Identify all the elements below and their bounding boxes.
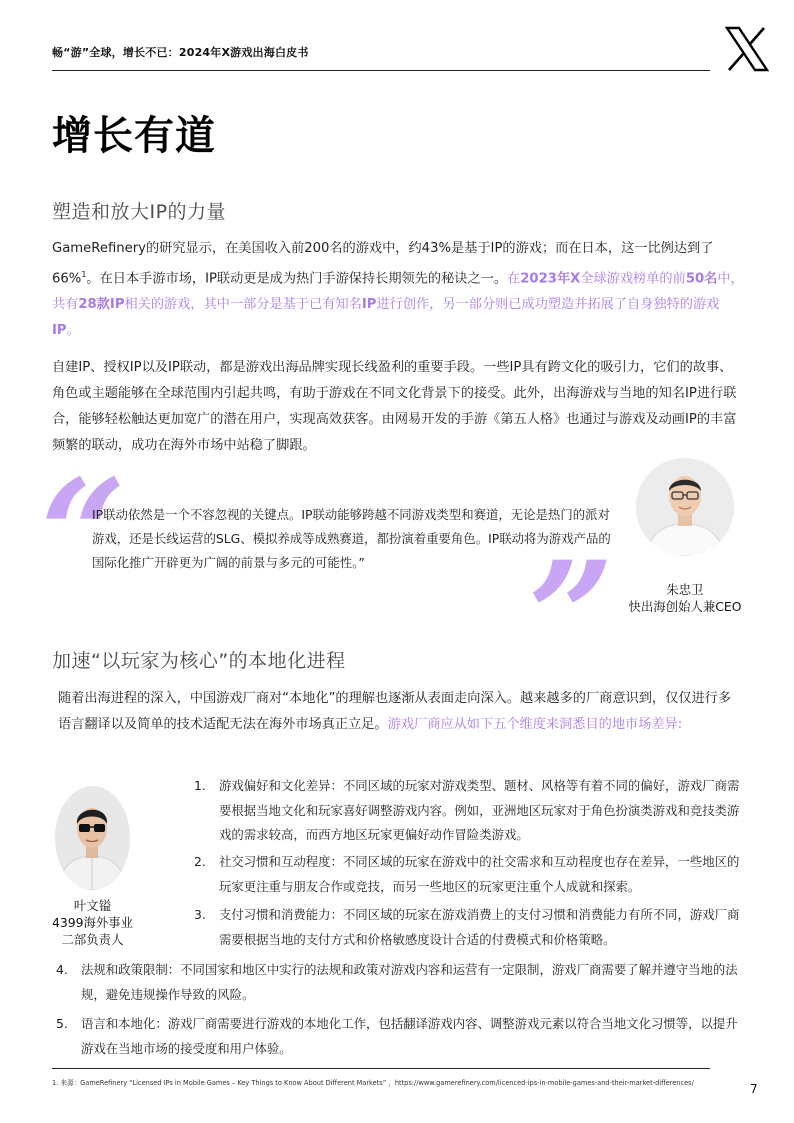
list-number: 1. [194, 778, 206, 793]
intro-highlight: 游戏厂商应从如下五个维度来洞悉目的地市场差异: [387, 717, 683, 732]
list-item [194, 774, 744, 848]
close-quote-mark: ” [528, 529, 615, 705]
list-item-text: 语言和本地化：游戏厂商需要进行游戏的本地化工作，包括翻译游戏内容、调整游戏元素以符合当地文化习惯等，以提升游戏在当地市场的接受度和用户体验。 [81, 1016, 738, 1056]
highlight-text: 在 [507, 271, 521, 287]
highlight-text: 全球游戏榜单的前 [580, 271, 686, 287]
list-number: 3. [194, 907, 206, 922]
document-header-title: 畅“游”全球，增长不已：2024年X游戏出海白皮书 [52, 46, 309, 59]
section-heading-ip: 塑造和放大IP的力量 [52, 201, 227, 223]
list-item-text: 游戏偏好和文化差异：不同区域的玩家对游戏类型、题材、风格等有着不同的偏好，游戏厂商需要根据当地文化和玩家喜好调整游戏内容。例如，亚洲地区玩家对于角色扮演类游戏和竞技类游戏的需求较高，而西方地区玩家更偏好动作冒险类游戏。 [219, 778, 740, 842]
person-name: 叶文镒 [73, 898, 112, 913]
open-quote-mark: “ [40, 447, 127, 623]
quote-text: IP联动依然是一个不容忽视的关键点。IP联动能够跨越不同游戏类型和赛道，无论是热门的派对游戏，还是长线运营的SLG、模拟养成等成熟赛道，都扮演着重要角色。IP联动将为游戏产品的国际化推广开辟更为广阔的前景与多元的可能性。” [92, 507, 611, 570]
list-item [56, 958, 746, 1007]
avatar-ye-wenyi [55, 786, 130, 890]
list-number: 2. [194, 854, 206, 869]
highlight-text: 。 [66, 323, 80, 339]
highlight-bold: 2023年X [520, 271, 581, 287]
list-item [194, 903, 744, 952]
avatar-zhu-zhongwei [636, 458, 734, 556]
highlight-bold: 50名 [685, 271, 718, 287]
paragraph-localization-intro [58, 686, 742, 738]
section-heading-localization: 加速“以玩家为核心”的本地化进程 [52, 650, 346, 672]
footnote: 1. 来源：GameRefinery “Licensed IPs in Mobile Games – Key Things to Know About Different Markets” ，https://www.gamerefinery.com/licenced-ips-in-mobile-games-and-their-market-differences/ [52, 1079, 694, 1087]
person-name: 朱忠卫 [666, 582, 704, 597]
list-number: 5. [56, 1016, 68, 1031]
list-number: 4. [56, 962, 68, 977]
ip-research-text-2: 。在日本手游市场，IP联动更是成为热门手游保持长期领先的秘诀之一。 [86, 271, 508, 287]
highlight-bold: 28款IP [78, 297, 125, 313]
paragraph-ip-strategy: 自建IP、授权IP以及IP联动，都是游戏出海品牌实现长线盈利的重要手段。一些IP具有跨文化的吸引力，它们的故事、角色或主题能够在全球范围内引起共鸣，有助于游戏在不同文化背景下的接受。此外，出海游戏与当地的知名IP进行联合，能够轻松触达更加宽广的潜在用户，实现高效获客。由网易开发的手游《第五人格》也通过与游戏及动画IP的丰富频繁的联动，成功在海外市场中站稳了脚跟。 [52, 360, 737, 453]
page-number: 7 [750, 1082, 758, 1096]
ip-research-text: GameRefinery的研究显示，在美国收入前200名的游戏中，约43%是基于IP的游戏；而在日本，这一比例达到了66% [52, 241, 714, 287]
list-item [194, 850, 744, 899]
header-divider [52, 70, 710, 71]
footnote-ref: 1 [81, 270, 87, 279]
list-item-text: 支付习惯和消费能力：不同区域的玩家在游戏消费上的支付习惯和消费能力有所不同，游戏厂商需要根据当地的支付方式和价格敏感度设计合适的付费模式和价格策略。 [219, 907, 740, 947]
list-item [56, 1012, 746, 1061]
highlight-text: 相关的游戏，其中一部分是基于已有知名 [124, 297, 362, 313]
page-title: 增长有道 [52, 113, 216, 159]
person-title: 快出海创始人兼CEO [628, 599, 742, 614]
highlight-text: 进行创作，另一部分则已成功塑造并拓展了自身独特的游戏 [376, 297, 720, 313]
highlight-bold: IP [52, 323, 67, 339]
footnote-divider [52, 1068, 710, 1069]
highlight-text: 中，共有 [52, 271, 744, 313]
paragraph-ip-research [52, 236, 744, 344]
person-portrait-icon [636, 458, 734, 556]
person-portrait-icon [55, 786, 130, 890]
highlight-bold: IP [361, 297, 377, 313]
x-logo-icon [724, 26, 770, 72]
intro-text: 随着出海进程的深入，中国游戏厂商对“本地化”的理解也逐渐从表面走向深入。越来越多的厂商意识到，仅仅进行多语言翻译以及简单的技术适配无法在海外市场真正立足。 [58, 691, 732, 732]
list-item-text: 社交习惯和互动程度：不同区域的玩家在游戏中的社交需求和互动程度也存在差异，一些地区的玩家更注重与朋友合作或竞技，而另一些地区的玩家更注重个人成就和探索。 [219, 854, 740, 894]
list-item-text: 法规和政策限制：不同国家和地区中实行的法规和政策对游戏内容和运营有一定限制，游戏厂商需要了解并遵守当地的法规，避免违规操作导致的风险。 [81, 962, 738, 1002]
person-title: 二部负责人 [61, 932, 124, 947]
person-title: 4399海外事业 [51, 915, 134, 930]
